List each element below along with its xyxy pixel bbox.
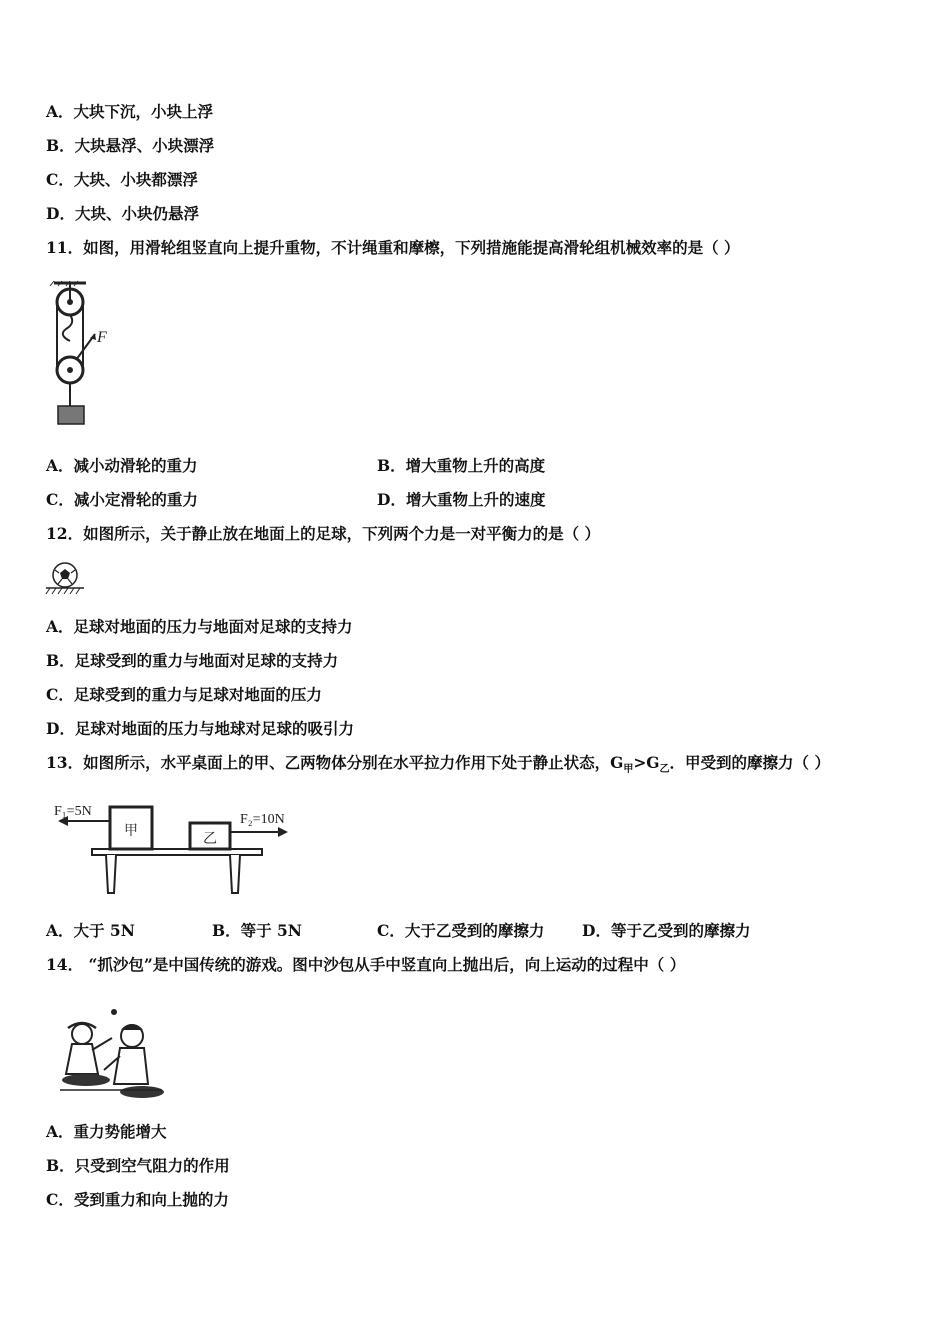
q10-option-b: B．大块悬浮、小块漂浮 — [46, 136, 215, 155]
football-figure — [44, 560, 86, 596]
q14-option-c: C．受到重力和向上抛的力 — [46, 1190, 229, 1209]
q12-option-c: C．足球受到的重力与足球对地面的压力 — [46, 685, 322, 704]
q11-option-c: C．减小定滑轮的重力 — [46, 490, 198, 509]
q12-option-a: A．足球对地面的压力与地面对足球的支持力 — [46, 617, 353, 636]
q11-stem: 11．如图，用滑轮组竖直向上提升重物，不计绳重和摩檫，下列措施能提高滑轮组机械效率的是（ ） — [46, 238, 740, 257]
table-figure — [50, 795, 310, 900]
q12-option-b: B．足球受到的重力与地面对足球的支持力 — [46, 651, 339, 670]
q13-option-c: C．大于乙受到的摩擦力 — [377, 921, 545, 940]
block-jia: 甲 — [124, 824, 138, 839]
q13-option-b: B．等于 5N — [212, 921, 302, 940]
force-label-f: F — [97, 329, 107, 346]
q11-option-a: A．减小动滑轮的重力 — [46, 456, 198, 475]
q11-option-d: D．增大重物上升的速度 — [377, 490, 546, 509]
q14-option-b: B．只受到空气阻力的作用 — [46, 1156, 230, 1175]
q13-stem: 13．如图所示，水平桌面上的甲、乙两物体分别在水平拉力作用下处于静止状态，$G_甲>G_乙$．甲受到的摩擦力（ ） — [46, 753, 830, 776]
block-yi: 乙 — [203, 832, 217, 847]
q12-stem: 12．如图所示，关于静止放在地面上的足球，下列两个力是一对平衡力的是（ ） — [46, 524, 600, 543]
sandbag-game-figure — [52, 1008, 167, 1100]
pulley-figure — [40, 280, 130, 430]
q14-stem: 14． “抓沙包”是中国传统的游戏。图中沙包从手中竖直向上抛出后，向上运动的过程中（ ） — [46, 955, 686, 974]
q10-option-a: A．大块下沉，小块上浮 — [46, 102, 214, 121]
q12-option-d: D．足球对地面的压力与地球对足球的吸引力 — [46, 719, 354, 738]
force-label-f1: F₁=5N — [54, 804, 92, 819]
q13-option-a: A．大于 5N — [46, 921, 135, 940]
q11-option-b: B．增大重物上升的高度 — [377, 456, 546, 475]
force-label-f2: F₂=10N — [240, 812, 285, 827]
q14-option-a: A．重力势能增大 — [46, 1122, 167, 1141]
q10-option-d: D．大块、小块仍悬浮 — [46, 204, 199, 223]
q10-option-c: C．大块、小块都漂浮 — [46, 170, 198, 189]
q13-option-d: D．等于乙受到的摩擦力 — [582, 921, 751, 940]
